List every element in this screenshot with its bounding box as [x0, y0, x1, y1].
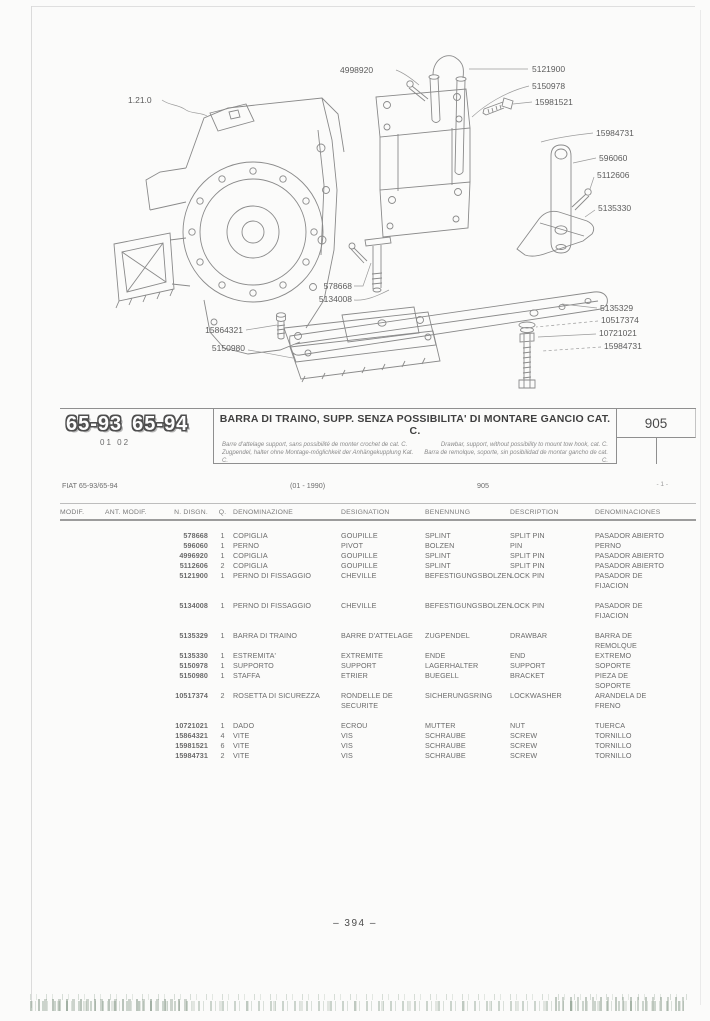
cell-part-number: 10517374: [175, 691, 208, 700]
table-row: [60, 671, 696, 691]
cell-quantity: 1: [220, 571, 225, 580]
cell-quantity: 2: [220, 561, 225, 570]
cell-description: SCREW: [510, 731, 538, 740]
cell-designation: GOUPILLE: [341, 561, 378, 570]
cell-designation: RONDELLE DE SECURITE: [341, 691, 393, 710]
cell-benennung: MUTTER: [425, 721, 456, 730]
cell-benennung: BUEGELL: [425, 671, 459, 680]
date-range: (01 - 1990): [290, 481, 326, 490]
cell-part-number: 5112606: [179, 561, 208, 570]
cell-quantity: 2: [220, 691, 225, 700]
lock-pin-drawing: [365, 237, 391, 292]
cell-denominazione: VITE: [233, 731, 250, 740]
table-row: [60, 751, 696, 761]
cell-description: PIN: [510, 541, 523, 550]
cell-designation: PIVOT: [341, 541, 364, 550]
col-header-denominaciones: DENOMINACIONES: [595, 509, 661, 516]
cell-denominaciones: BARRA DE REMOLQUE: [595, 631, 637, 650]
callout-4998920: 4998920: [340, 65, 374, 75]
sub-page-reference: - 1 -: [656, 481, 668, 488]
cotter-pin-drawing: [572, 189, 591, 210]
cell-description: DRAWBAR: [510, 631, 548, 640]
cell-denominaciones: PASADOR ABIERTO: [595, 551, 665, 560]
cell-benennung: BEFESTIGUNGSBOLZEN: [425, 571, 512, 580]
cell-denominazione: PERNO DI FISSAGGIO: [233, 571, 312, 580]
callout-15981521: 15981521: [535, 97, 573, 107]
cell-part-number: 5135330: [179, 651, 208, 660]
cell-quantity: 4: [220, 731, 225, 740]
cell-benennung: LAGERHALTER: [425, 661, 479, 670]
cell-designation: ECROU: [341, 721, 368, 730]
cell-benennung: SCHRAUBE: [425, 741, 466, 750]
cell-denominaciones: ARANDELA DE FRENO: [595, 691, 647, 710]
diagram-ref-label: 1.21.0: [128, 95, 152, 105]
table-row: [60, 651, 696, 661]
title-block: [60, 408, 696, 464]
cell-denominaciones: TUERCA: [595, 721, 626, 730]
cell-part-number: 5150978: [179, 661, 208, 670]
cell-part-number: 15981521: [175, 741, 208, 750]
cell-denominazione: ESTREMITA': [233, 651, 276, 660]
col-header-ant-modif: ANT. MODIF.: [105, 509, 147, 516]
cell-description: SCREW: [510, 751, 538, 760]
table-row: [60, 731, 696, 741]
cell-quantity: 1: [220, 661, 225, 670]
cell-denominaciones: PIEZA DE SOPORTE: [595, 671, 631, 690]
cell-description: SCREW: [510, 741, 538, 750]
model-codes: 01 02: [100, 438, 131, 447]
cell-designation: SUPPORT: [341, 661, 377, 670]
table-row: [60, 571, 696, 591]
model-badges-cell: [60, 409, 213, 464]
cell-quantity: 1: [220, 671, 225, 680]
parts-table: [60, 531, 696, 761]
scan-noise-strip: [38, 999, 188, 1011]
cell-denominaciones: PASADOR DE FIJACION: [595, 571, 643, 590]
table-row: [60, 551, 696, 561]
cell-denominaciones: TORNILLO: [595, 741, 632, 750]
callout-5150980: 5150980: [211, 343, 245, 353]
callout-5134008: 5134008: [318, 294, 352, 304]
cell-designation: GOUPILLE: [341, 551, 378, 560]
tractor-housing-drawing: [114, 98, 344, 354]
col-header-denominazione: DENOMINAZIONE: [233, 509, 293, 516]
subtitle-right-column: [419, 441, 608, 465]
cell-denominazione: VITE: [233, 741, 250, 750]
callout-5135329: 5135329: [600, 303, 634, 313]
cell-designation: CHEVILLE: [341, 571, 377, 580]
callout-5150978: 5150978: [532, 81, 566, 91]
callout-5135330: 5135330: [598, 203, 632, 213]
cell-benennung: SPLINT: [425, 531, 451, 540]
cell-description: LOCKWASHER: [510, 691, 562, 700]
cell-denominaciones: PERNO: [595, 541, 622, 550]
model-badge-1: 65-93: [66, 413, 123, 435]
scan-noise-strip: [555, 997, 687, 1011]
catalog-info-row: [60, 481, 696, 493]
cell-denominazione: COPIGLIA: [233, 561, 268, 570]
table-row: [60, 531, 696, 541]
long-pin-drawing: [551, 145, 571, 253]
callout-10517374: 10517374: [601, 315, 639, 325]
cell-benennung: BEFESTIGUNGSBOLZEN: [425, 601, 512, 610]
col-header-benennung: BENENNUNG: [425, 509, 471, 516]
cell-designation: CHEVILLE: [341, 601, 377, 610]
cell-denominazione: SUPPORTO: [233, 661, 274, 670]
cell-part-number: 15864321: [175, 731, 208, 740]
table-row: [60, 661, 696, 671]
cell-benennung: SICHERUNGSRING: [425, 691, 493, 700]
cell-quantity: 1: [220, 541, 225, 550]
cell-description: LOCK PIN: [510, 571, 545, 580]
cell-denominaciones: TORNILLO: [595, 731, 632, 740]
catalog-reference: FIAT 65-93/65-94: [62, 481, 118, 490]
bolt-drawing: [277, 313, 286, 339]
cell-quantity: 1: [220, 721, 225, 730]
cell-benennung: ZUGPENDEL: [425, 631, 470, 640]
cell-denominazione: COPIGLIA: [233, 551, 268, 560]
page-number: – 394 –: [333, 918, 377, 929]
end-piece-drawing: [517, 211, 594, 256]
callout-10721021: 10721021: [599, 328, 637, 338]
cell-description: SPLIT PIN: [510, 551, 545, 560]
cell-denominazione: COPIGLIA: [233, 531, 268, 540]
cell-denominaciones: PASADOR ABIERTO: [595, 531, 665, 540]
cell-denominazione: PERNO DI FISSAGGIO: [233, 601, 312, 610]
cell-description: END: [510, 651, 526, 660]
cell-benennung: SPLINT: [425, 551, 451, 560]
subtitle-german: Zugpendel, halter ohne Montage-möglichkeit der Anhängekupplung Kat. C.: [222, 450, 414, 464]
cell-denominaciones: PASADOR DE FIJACION: [595, 601, 643, 620]
cell-quantity: 1: [220, 651, 225, 660]
cell-benennung: ENDE: [425, 651, 446, 660]
subtitle-french: Barre d'attelage support, sans possibilité de monter crochet de cat. C.: [222, 442, 408, 448]
cell-denominazione: DADO: [233, 721, 255, 730]
table-row: [60, 741, 696, 751]
cell-quantity: 1: [220, 551, 225, 560]
cell-denominaciones: EXTREMO: [595, 651, 632, 660]
table-row: [60, 601, 696, 621]
sheet-number-stub-line: [656, 438, 657, 464]
table-row: [60, 561, 696, 571]
cotter-pin-drawing: [349, 243, 367, 263]
cell-benennung: SCHRAUBE: [425, 731, 466, 740]
cell-part-number: 4996920: [179, 551, 208, 560]
cell-quantity: 1: [220, 531, 225, 540]
title-cell: [213, 409, 617, 464]
u-pin-drawing: [429, 56, 466, 175]
cell-part-number: 15984731: [175, 751, 208, 760]
table-row: [60, 631, 696, 651]
col-header-modif: MODIF.: [60, 509, 85, 516]
cell-description: SUPPORT: [510, 661, 546, 670]
col-header-designation: DESIGNATION: [341, 509, 390, 516]
callout-578668: 578668: [323, 281, 352, 291]
cell-description: BRACKET: [510, 671, 545, 680]
cell-designation: VIS: [341, 731, 353, 740]
callout-15864321: 15864321: [205, 325, 243, 335]
fastener-stack-drawing: [519, 322, 535, 388]
cell-designation: VIS: [341, 741, 353, 750]
cell-description: NUT: [510, 721, 526, 730]
clevis-bracket-drawing: [284, 307, 440, 382]
cell-quantity: 1: [220, 631, 225, 640]
callout-5121900: 5121900: [532, 64, 566, 74]
table-row: [60, 691, 696, 711]
subtitle-english: Drawbar, support, without possibility to mount tow hook, cat. C.: [440, 442, 608, 448]
cell-quantity: 6: [220, 741, 225, 750]
cell-description: LOCK PIN: [510, 601, 545, 610]
cell-denominazione: VITE: [233, 751, 250, 760]
col-header-description: DESCRIPTION: [510, 509, 559, 516]
callout-596060: 596060: [599, 153, 628, 163]
cell-denominazione: ROSETTA DI SICUREZZA: [233, 691, 320, 700]
callout-15984731-bottom: 15984731: [604, 341, 642, 351]
cell-part-number: 596060: [183, 541, 208, 550]
cell-part-number: 5135329: [179, 631, 208, 640]
cell-description: SPLIT PIN: [510, 561, 545, 570]
cell-part-number: 10721021: [175, 721, 208, 730]
exploded-parts-diagram: [0, 0, 710, 405]
table-row: [60, 721, 696, 731]
cell-denominazione: STAFFA: [233, 671, 261, 680]
callout-5112606: 5112606: [597, 170, 630, 180]
cell-description: SPLIT PIN: [510, 531, 545, 540]
table-column-headers: [60, 503, 696, 521]
cell-designation: BARRE D'ATTELAGE: [341, 631, 413, 640]
screw-drawing: [483, 98, 513, 115]
cell-part-number: 578668: [183, 531, 208, 540]
cell-part-number: 5150980: [179, 671, 208, 680]
cell-quantity: 2: [220, 751, 225, 760]
cell-denominaciones: PASADOR ABIERTO: [595, 561, 665, 570]
cell-benennung: SCHRAUBE: [425, 751, 466, 760]
cell-denominaciones: TORNILLO: [595, 751, 632, 760]
sheet-reference: 905: [477, 481, 489, 490]
subtitle-spanish: Barra de remolque, soporte, sin posibilidad de montar gancho de cat. C.: [424, 450, 608, 464]
callout-15984731-top: 15984731: [596, 128, 634, 138]
cell-part-number: 5121900: [179, 571, 208, 580]
col-header-part-number: N. DISGN.: [174, 509, 208, 516]
cell-denominazione: BARRA DI TRAINO: [233, 631, 298, 640]
model-badge-2: 65-94: [132, 413, 189, 435]
cell-benennung: BOLZEN: [425, 541, 455, 550]
sheet-number-box: 905: [617, 409, 696, 438]
cell-denominaciones: SOPORTE: [595, 661, 631, 670]
cell-quantity: 1: [220, 601, 225, 610]
cell-designation: EXTREMITE: [341, 651, 384, 660]
cell-part-number: 5134008: [179, 601, 208, 610]
cell-designation: GOUPILLE: [341, 531, 378, 540]
cell-benennung: SPLINT: [425, 561, 451, 570]
cell-designation: VIS: [341, 751, 353, 760]
page-title: BARRA DI TRAINO, SUPP. SENZA POSSIBILITA' DI MONTARE GANCIO CAT. C.: [219, 413, 611, 437]
cell-denominazione: PERNO: [233, 541, 260, 550]
table-row: [60, 541, 696, 551]
col-header-quantity: Q.: [218, 509, 227, 516]
subtitle-left-column: [222, 441, 419, 465]
cell-designation: ETRIER: [341, 671, 368, 680]
